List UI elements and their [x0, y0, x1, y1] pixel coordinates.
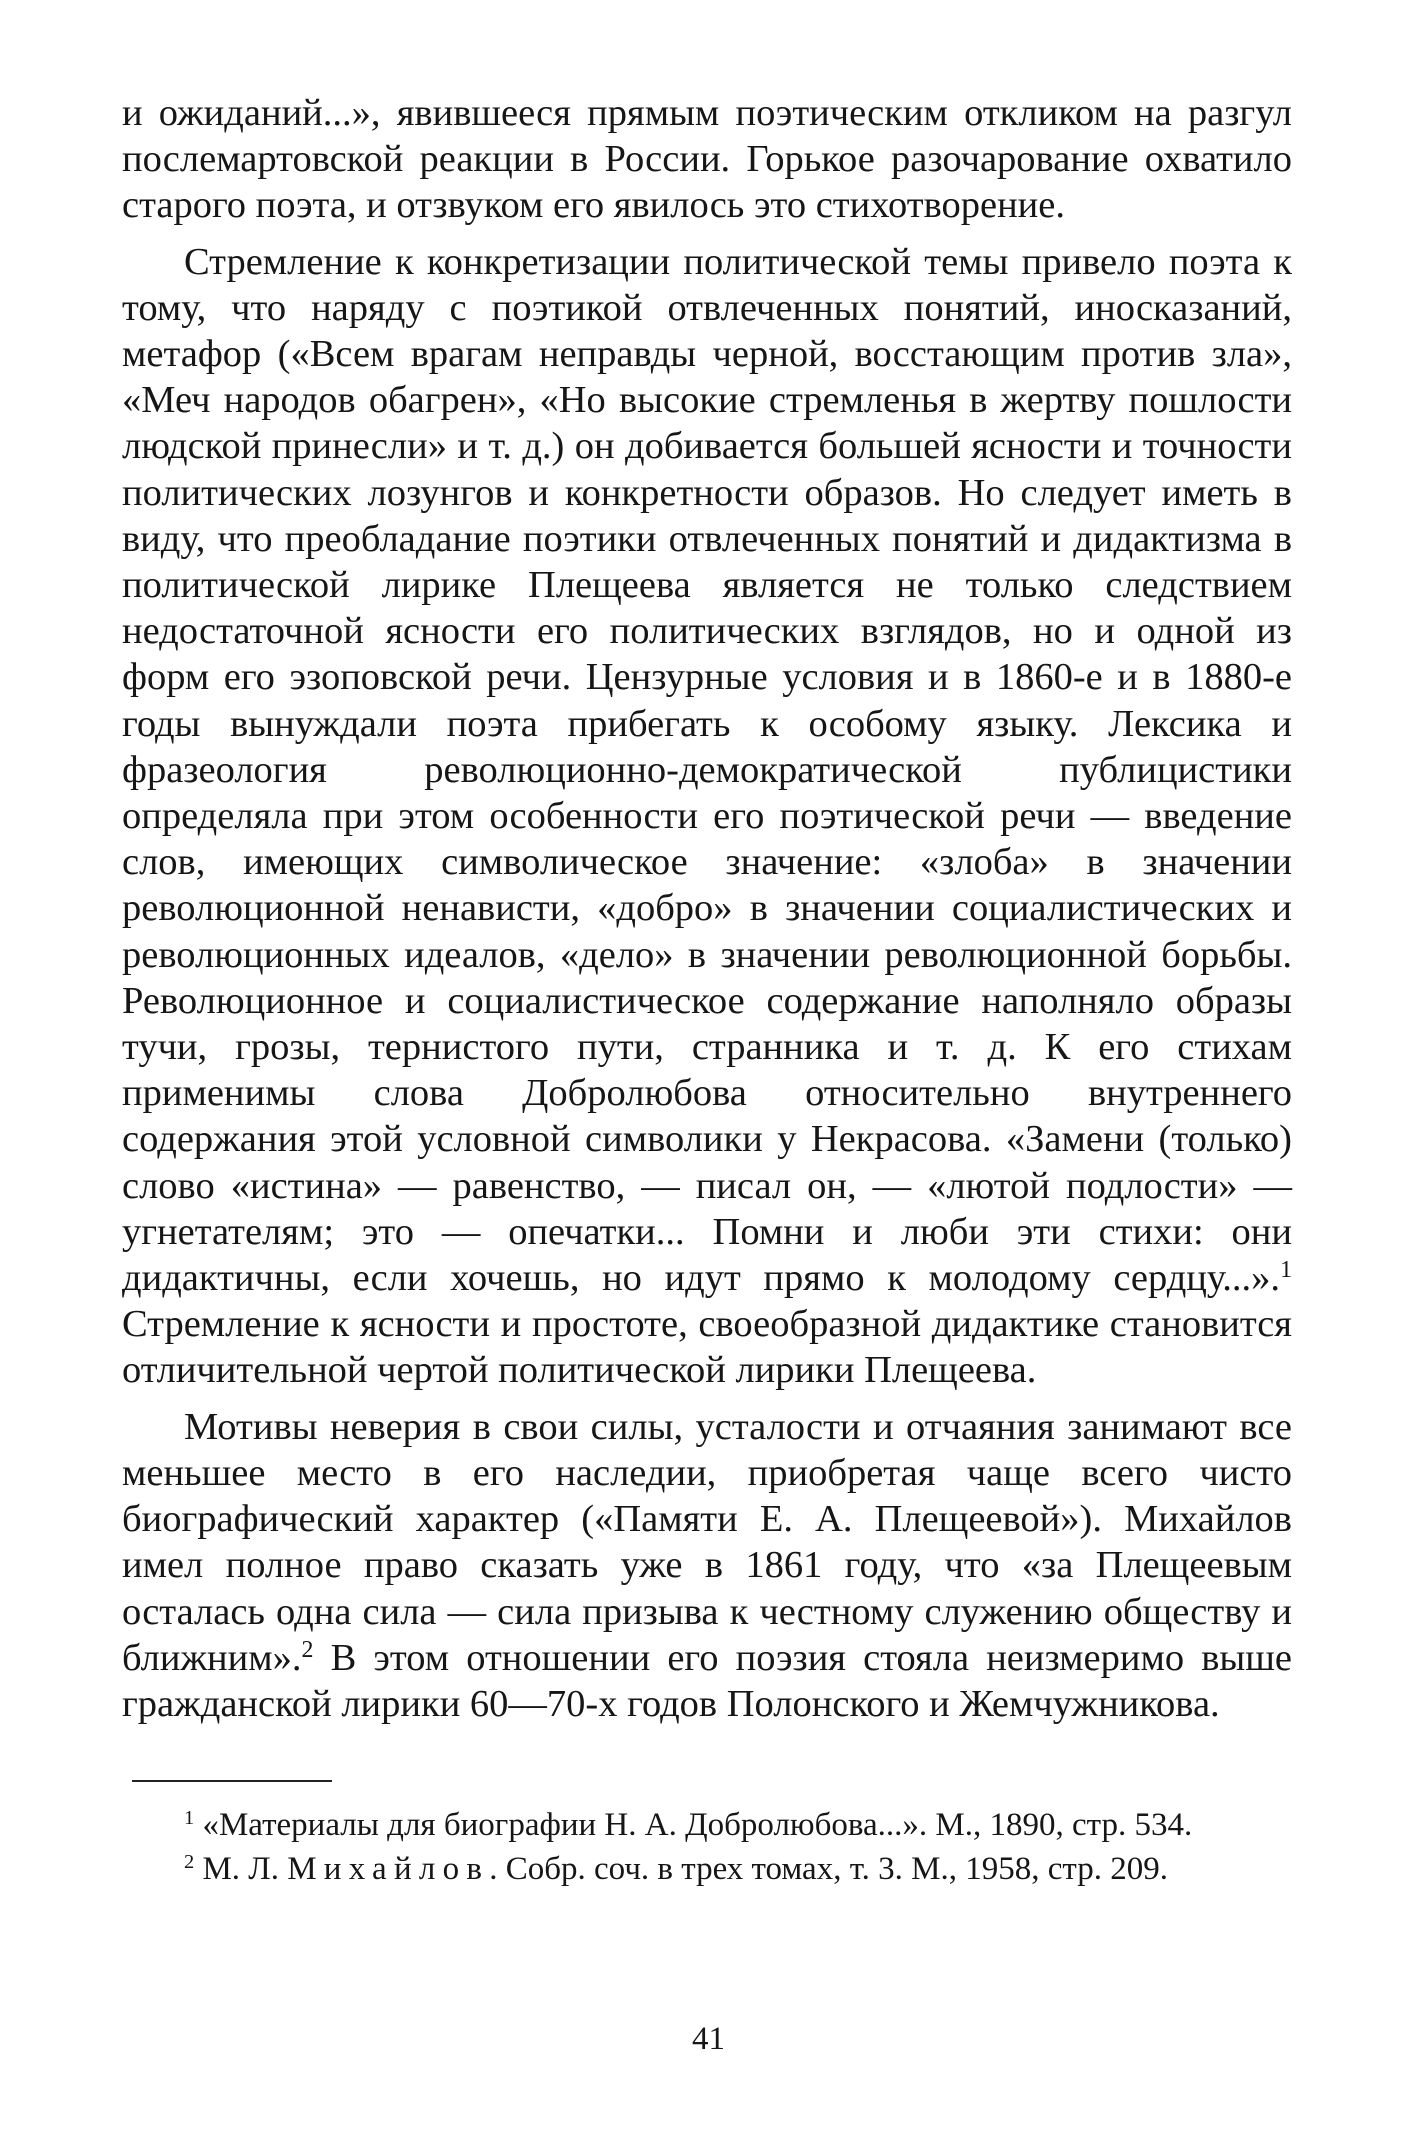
- footnote-2-initials: М. Л.: [194, 1851, 288, 1887]
- footnotes: [122, 1806, 1292, 1888]
- footnote-2-author: Михайлов: [287, 1851, 490, 1887]
- footnote-2-marker: 2: [184, 1850, 195, 1873]
- paragraph-3-text-b: В этом отношении его поэзия стояла неизмеримо выше гражданской лирики 60—70-х годов Полонского и Жемчужникова.: [122, 1636, 1292, 1725]
- body-text: [122, 90, 1292, 1727]
- paragraph-3-text-a: Мотивы неверия в свои силы, усталости и отчаяния занимают все меньшее место в его наследии, приобретая чаще всего чисто биографический характер («Памяти Е. А. Плещеевой»). Михайлов имел полное право сказать уже в 1861 году, что «за Плещеевым осталась одна сила — сила призыва к честному служению обществу и ближним».: [122, 1405, 1292, 1679]
- footnote-ref-1: 1: [1280, 1256, 1292, 1283]
- paragraph-2-text-a: Стремление к конкретизации политической темы привело поэта к тому, что наряду с поэтикой отвлеченных понятий, иносказаний, метафор («Всем врагам неправды черной, восстающим против зла», «Меч народов обагрен», «Но высокие стремленья в жертву пошлости людской принесли» и т. д.) он добивается большей ясности и точности политических лозунгов и конкретности образов. Но следует иметь в виду, что преобладание поэтики отвлеченных понятий и дидактизма в политической лирике Плещеева является не только следствием недостаточной ясности его политических взглядов, но и одной из форм его эзоповской речи. Цензурные условия и в 1860-е и в 1880-е годы вынуждали поэта прибегать к особому языку. Лексика и фразеология революционно-демократической публицистики определяла при этом особенности его поэтической речи — введение слов, имеющих символическое значение: «злоба» в значении революционной ненависти, «добро» в значении социалистических и революционных идеалов, «дело» в значении революционной борьбы. Революционное и социалистическое содержание наполняло образы тучи, грозы, тернистого пути, странника и т. д. К его стихам применимы слова Добролюбова относительно внутреннего содержания этой условной символики у Некрасова. «Замени (только) слово «истина» — равенство, — писал он, — «лютой подлости» — угнетателям; это — опечатки... Помни и люби эти стихи: они дидактичны, если хочешь, но идут прямо к молодому сердцу...».: [122, 240, 1292, 1300]
- paragraph-2: [122, 239, 1292, 1394]
- footnote-2-text: . Собр. соч. в трех томах, т. 3. М., 1958, стр. 209.: [489, 1851, 1168, 1887]
- footnote-ref-2: 2: [301, 1636, 314, 1663]
- footnote-1-marker: 1: [184, 1806, 195, 1829]
- footnote-1-text: «Материалы для биографии Н. А. Добролюбова...». М., 1890, стр. 534.: [194, 1807, 1193, 1843]
- footnote-separator: [132, 1780, 332, 1782]
- paragraph-1: [122, 90, 1292, 229]
- paragraph-1-text: и ожиданий...», явившееся прямым поэтическим откликом на разгул послемартовской реакции в России. Горькое разочарование охватило старого поэта, и отзвуком его явилось это стихотворение.: [122, 92, 1292, 227]
- footnote-2: [122, 1850, 1292, 1888]
- paragraph-3: [122, 1404, 1292, 1727]
- page-number: 41: [692, 2021, 725, 2057]
- paragraph-2-text-b: Стремление к ясности и простоте, своеобразной дидактике становится отличительной чертой политической лирики Плещеева.: [122, 1303, 1292, 1392]
- footnote-1: [122, 1806, 1292, 1844]
